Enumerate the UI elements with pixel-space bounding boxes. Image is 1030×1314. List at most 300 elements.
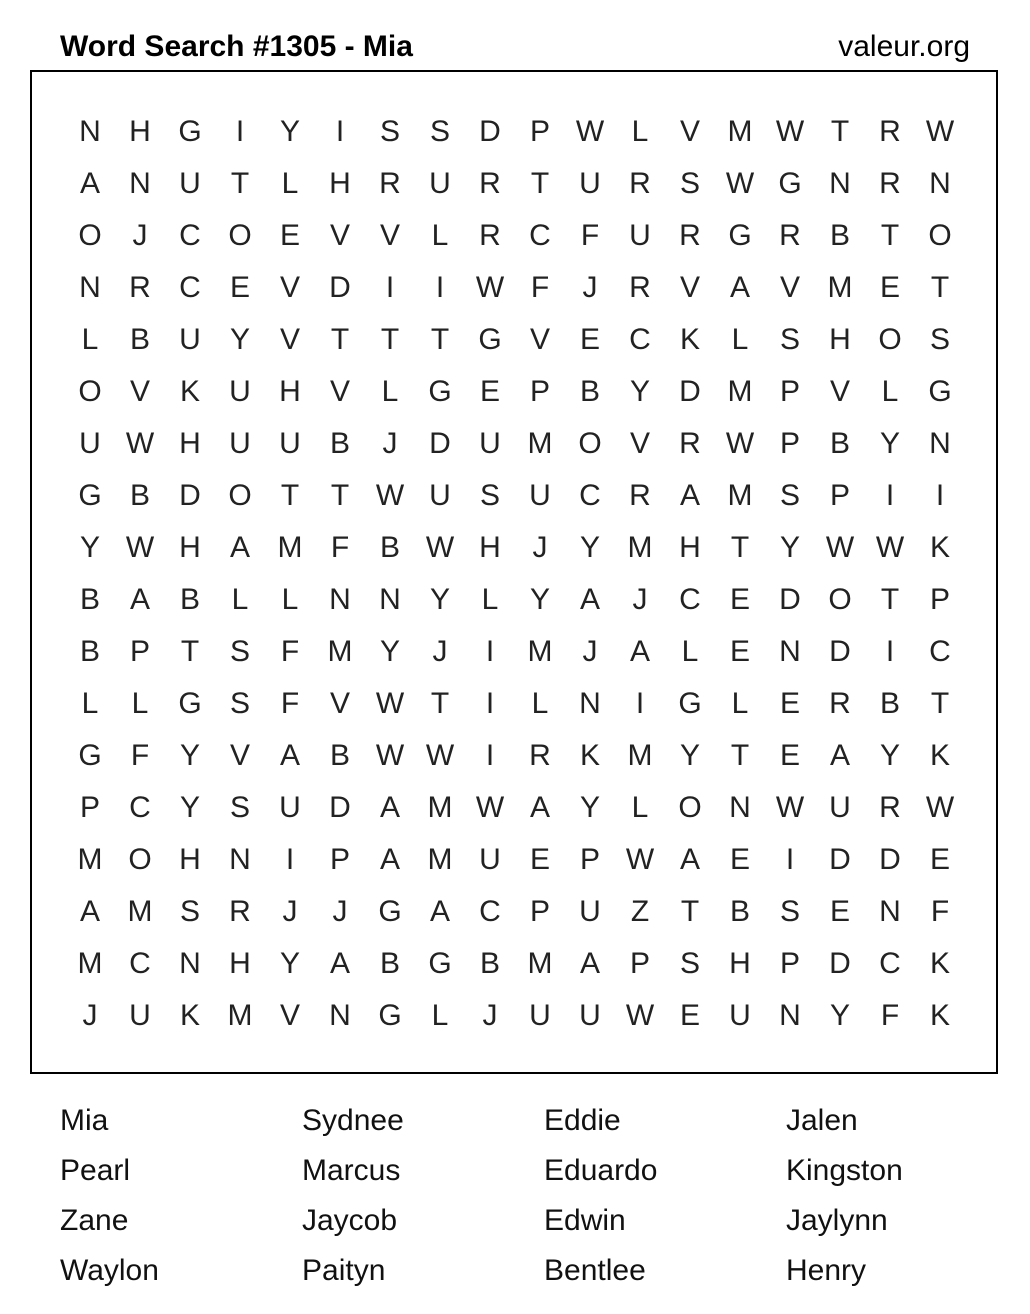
grid-cell[interactable]: G <box>728 219 752 252</box>
grid-cell[interactable]: C <box>879 947 901 980</box>
grid-cell[interactable]: K <box>679 323 700 356</box>
grid-cell[interactable]: A <box>529 791 550 824</box>
grid-cell[interactable]: H <box>279 375 301 408</box>
grid-cell[interactable]: U <box>579 999 601 1032</box>
grid-cell[interactable]: E <box>929 843 950 876</box>
grid-cell[interactable]: H <box>179 843 201 876</box>
grid-cell[interactable]: R <box>679 219 701 252</box>
grid-cell[interactable]: T <box>880 583 900 616</box>
grid-cell[interactable]: A <box>79 895 100 928</box>
grid-cell[interactable]: E <box>879 271 900 304</box>
grid-cell[interactable]: A <box>79 167 100 200</box>
grid-cell[interactable]: O <box>78 219 102 252</box>
grid-cell[interactable]: O <box>228 219 252 252</box>
grid-cell[interactable]: R <box>229 895 251 928</box>
grid-cell[interactable]: P <box>779 947 800 980</box>
grid-cell[interactable]: G <box>478 323 502 356</box>
grid-cell[interactable]: I <box>885 635 895 668</box>
grid-cell[interactable]: Y <box>879 739 900 772</box>
grid-cell[interactable]: A <box>329 947 350 980</box>
grid-cell[interactable]: F <box>580 219 600 252</box>
grid-cell[interactable]: O <box>128 843 152 876</box>
grid-cell[interactable]: N <box>79 115 101 148</box>
grid-cell[interactable]: M <box>627 739 653 772</box>
grid-cell[interactable]: F <box>130 739 150 772</box>
grid-cell[interactable]: W <box>125 531 155 564</box>
grid-cell[interactable]: M <box>527 947 553 980</box>
grid-cell[interactable]: H <box>179 427 201 460</box>
grid-cell[interactable]: M <box>427 843 453 876</box>
grid-cell[interactable]: P <box>329 843 350 876</box>
grid-cell[interactable]: A <box>579 583 600 616</box>
grid-cell[interactable]: R <box>479 219 501 252</box>
grid-cell[interactable]: G <box>178 687 202 720</box>
grid-cell[interactable]: W <box>825 531 855 564</box>
grid-cell[interactable]: I <box>785 843 795 876</box>
grid-cell[interactable]: D <box>679 375 701 408</box>
grid-cell[interactable]: B <box>879 687 900 720</box>
grid-cell[interactable]: S <box>379 115 400 148</box>
grid-cell[interactable]: H <box>729 947 751 980</box>
grid-cell[interactable]: C <box>529 219 551 252</box>
grid-cell[interactable]: E <box>579 323 600 356</box>
grid-cell[interactable]: Y <box>179 739 200 772</box>
grid-cell[interactable]: M <box>427 791 453 824</box>
grid-cell[interactable]: U <box>429 167 451 200</box>
grid-cell[interactable]: N <box>179 947 201 980</box>
grid-cell[interactable]: R <box>629 271 651 304</box>
grid-cell[interactable]: B <box>79 635 100 668</box>
grid-cell[interactable]: N <box>929 167 951 200</box>
grid-cell[interactable]: F <box>280 687 300 720</box>
grid-cell[interactable]: B <box>479 947 500 980</box>
grid-cell[interactable]: L <box>681 635 699 668</box>
grid-cell[interactable]: F <box>930 895 950 928</box>
grid-cell[interactable]: M <box>727 375 753 408</box>
grid-cell[interactable]: M <box>727 115 753 148</box>
grid-cell[interactable]: U <box>279 427 301 460</box>
grid-cell[interactable]: E <box>729 843 750 876</box>
grid-cell[interactable]: Y <box>829 999 850 1032</box>
grid-cell[interactable]: G <box>928 375 952 408</box>
grid-cell[interactable]: T <box>180 635 200 668</box>
grid-cell[interactable]: B <box>829 427 850 460</box>
grid-cell[interactable]: N <box>729 791 751 824</box>
grid-cell[interactable]: C <box>579 479 601 512</box>
grid-cell[interactable]: K <box>929 999 950 1032</box>
grid-cell[interactable]: U <box>79 427 101 460</box>
grid-cell[interactable]: G <box>428 375 452 408</box>
grid-cell[interactable]: W <box>625 999 655 1032</box>
grid-cell[interactable]: P <box>829 479 850 512</box>
grid-cell[interactable]: U <box>479 843 501 876</box>
grid-cell[interactable]: J <box>482 999 498 1032</box>
grid-cell[interactable]: E <box>729 635 750 668</box>
grid-cell[interactable]: G <box>378 895 402 928</box>
grid-cell[interactable]: N <box>579 687 601 720</box>
grid-cell[interactable]: P <box>779 427 800 460</box>
grid-cell[interactable]: U <box>579 895 601 928</box>
grid-cell[interactable]: R <box>879 791 901 824</box>
grid-cell[interactable]: L <box>481 583 499 616</box>
grid-cell[interactable]: B <box>729 895 750 928</box>
grid-cell[interactable]: U <box>429 479 451 512</box>
grid-cell[interactable]: Y <box>379 635 400 668</box>
grid-cell[interactable]: I <box>485 739 495 772</box>
grid-cell[interactable]: B <box>329 427 350 460</box>
grid-cell[interactable]: L <box>381 375 399 408</box>
grid-cell[interactable]: N <box>779 635 801 668</box>
grid-cell[interactable]: V <box>829 375 850 408</box>
grid-cell[interactable]: J <box>432 635 448 668</box>
grid-cell[interactable]: K <box>579 739 600 772</box>
grid-cell[interactable]: D <box>829 947 851 980</box>
grid-cell[interactable]: W <box>575 115 605 148</box>
grid-cell[interactable]: C <box>179 219 201 252</box>
grid-cell[interactable]: J <box>532 531 548 564</box>
grid-cell[interactable]: P <box>529 895 550 928</box>
grid-cell[interactable]: O <box>228 479 252 512</box>
grid-cell[interactable]: C <box>629 323 651 356</box>
grid-cell[interactable]: N <box>379 583 401 616</box>
grid-cell[interactable]: L <box>281 167 299 200</box>
grid-cell[interactable]: P <box>79 791 100 824</box>
grid-cell[interactable]: F <box>280 635 300 668</box>
grid-cell[interactable]: R <box>529 739 551 772</box>
grid-cell[interactable]: B <box>329 739 350 772</box>
grid-cell[interactable]: V <box>129 375 150 408</box>
grid-cell[interactable]: T <box>330 479 350 512</box>
grid-cell[interactable]: T <box>680 895 700 928</box>
grid-cell[interactable]: E <box>829 895 850 928</box>
grid-cell[interactable]: J <box>132 219 148 252</box>
grid-cell[interactable]: R <box>379 167 401 200</box>
grid-cell[interactable]: W <box>475 791 505 824</box>
grid-cell[interactable]: D <box>429 427 451 460</box>
grid-cell[interactable]: N <box>229 843 251 876</box>
grid-cell[interactable]: V <box>679 115 700 148</box>
grid-cell[interactable]: J <box>332 895 348 928</box>
grid-cell[interactable]: I <box>435 271 445 304</box>
grid-cell[interactable]: M <box>827 271 853 304</box>
grid-cell[interactable]: L <box>631 791 649 824</box>
grid-cell[interactable]: K <box>929 531 950 564</box>
grid-cell[interactable]: S <box>779 895 800 928</box>
grid-cell[interactable]: T <box>830 115 850 148</box>
grid-cell[interactable]: B <box>129 479 150 512</box>
grid-cell[interactable]: H <box>479 531 501 564</box>
grid-cell[interactable]: T <box>280 479 300 512</box>
grid-cell[interactable]: U <box>829 791 851 824</box>
grid-cell[interactable]: E <box>279 219 300 252</box>
grid-cell[interactable]: A <box>379 843 400 876</box>
grid-cell[interactable]: A <box>729 271 750 304</box>
grid-cell[interactable]: L <box>731 687 749 720</box>
grid-cell[interactable]: J <box>382 427 398 460</box>
grid-cell[interactable]: V <box>679 271 700 304</box>
grid-cell[interactable]: N <box>329 999 351 1032</box>
grid-cell[interactable]: B <box>579 375 600 408</box>
grid-cell[interactable]: E <box>729 583 750 616</box>
grid-cell[interactable]: C <box>179 271 201 304</box>
grid-cell[interactable]: V <box>379 219 400 252</box>
grid-cell[interactable]: H <box>679 531 701 564</box>
grid-cell[interactable]: I <box>485 635 495 668</box>
grid-cell[interactable]: W <box>875 531 905 564</box>
grid-cell[interactable]: D <box>879 843 901 876</box>
grid-cell[interactable]: R <box>129 271 151 304</box>
grid-cell[interactable]: H <box>329 167 351 200</box>
grid-cell[interactable]: R <box>629 167 651 200</box>
grid-cell[interactable]: L <box>131 687 149 720</box>
grid-cell[interactable]: L <box>81 323 99 356</box>
grid-cell[interactable]: C <box>129 947 151 980</box>
grid-cell[interactable]: U <box>479 427 501 460</box>
grid-cell[interactable]: G <box>78 479 102 512</box>
grid-cell[interactable]: T <box>730 739 750 772</box>
grid-cell[interactable]: E <box>679 999 700 1032</box>
grid-cell[interactable]: R <box>679 427 701 460</box>
grid-cell[interactable]: H <box>229 947 251 980</box>
grid-cell[interactable]: L <box>431 219 449 252</box>
grid-cell[interactable]: T <box>330 323 350 356</box>
grid-cell[interactable]: E <box>779 687 800 720</box>
grid-cell[interactable]: D <box>329 271 351 304</box>
grid-cell[interactable]: W <box>425 531 455 564</box>
grid-cell[interactable]: M <box>127 895 153 928</box>
grid-cell[interactable]: W <box>375 739 405 772</box>
grid-cell[interactable]: A <box>379 791 400 824</box>
grid-cell[interactable]: W <box>775 791 805 824</box>
grid-cell[interactable]: H <box>179 531 201 564</box>
grid-cell[interactable]: W <box>425 739 455 772</box>
grid-cell[interactable]: M <box>627 531 653 564</box>
grid-cell[interactable]: F <box>530 271 550 304</box>
grid-cell[interactable]: C <box>129 791 151 824</box>
grid-cell[interactable]: N <box>829 167 851 200</box>
grid-cell[interactable]: A <box>429 895 450 928</box>
grid-cell[interactable]: B <box>179 583 200 616</box>
grid-cell[interactable]: I <box>385 271 395 304</box>
grid-cell[interactable]: P <box>579 843 600 876</box>
grid-cell[interactable]: L <box>631 115 649 148</box>
grid-cell[interactable]: U <box>229 375 251 408</box>
grid-cell[interactable]: N <box>129 167 151 200</box>
grid-cell[interactable]: U <box>529 999 551 1032</box>
grid-cell[interactable]: A <box>679 479 700 512</box>
grid-cell[interactable]: P <box>529 115 550 148</box>
grid-cell[interactable]: W <box>375 687 405 720</box>
grid-cell[interactable]: S <box>679 947 700 980</box>
grid-cell[interactable]: I <box>485 687 495 720</box>
grid-cell[interactable]: Y <box>879 427 900 460</box>
grid-cell[interactable]: S <box>479 479 500 512</box>
grid-cell[interactable]: U <box>229 427 251 460</box>
grid-cell[interactable]: D <box>829 843 851 876</box>
grid-cell[interactable]: W <box>475 271 505 304</box>
grid-cell[interactable]: Y <box>779 531 800 564</box>
grid-cell[interactable]: H <box>129 115 151 148</box>
grid-cell[interactable]: L <box>281 583 299 616</box>
grid-cell[interactable]: E <box>479 375 500 408</box>
grid-cell[interactable]: M <box>77 843 103 876</box>
grid-cell[interactable]: R <box>779 219 801 252</box>
grid-cell[interactable]: G <box>678 687 702 720</box>
grid-cell[interactable]: Y <box>579 531 600 564</box>
grid-cell[interactable]: K <box>179 999 200 1032</box>
grid-cell[interactable]: I <box>235 115 245 148</box>
grid-cell[interactable]: R <box>629 479 651 512</box>
grid-cell[interactable]: F <box>880 999 900 1032</box>
grid-cell[interactable]: Y <box>679 739 700 772</box>
grid-cell[interactable]: I <box>335 115 345 148</box>
grid-cell[interactable]: L <box>881 375 899 408</box>
grid-cell[interactable]: G <box>778 167 802 200</box>
grid-cell[interactable]: J <box>282 895 298 928</box>
grid-cell[interactable]: Y <box>629 375 650 408</box>
grid-cell[interactable]: Y <box>579 791 600 824</box>
grid-cell[interactable]: W <box>925 115 955 148</box>
grid-cell[interactable]: W <box>925 791 955 824</box>
grid-cell[interactable]: B <box>379 531 400 564</box>
grid-cell[interactable]: Y <box>179 791 200 824</box>
grid-cell[interactable]: Y <box>79 531 100 564</box>
grid-cell[interactable]: O <box>678 791 702 824</box>
grid-cell[interactable]: T <box>930 687 950 720</box>
grid-cell[interactable]: I <box>635 687 645 720</box>
grid-cell[interactable]: T <box>730 531 750 564</box>
grid-cell[interactable]: V <box>529 323 550 356</box>
grid-cell[interactable]: V <box>629 427 650 460</box>
grid-cell[interactable]: C <box>479 895 501 928</box>
grid-cell[interactable]: K <box>929 947 950 980</box>
grid-cell[interactable]: S <box>779 479 800 512</box>
grid-cell[interactable]: Y <box>529 583 550 616</box>
grid-cell[interactable]: R <box>829 687 851 720</box>
grid-cell[interactable]: M <box>77 947 103 980</box>
grid-cell[interactable]: V <box>279 323 300 356</box>
grid-cell[interactable]: K <box>179 375 200 408</box>
grid-cell[interactable]: L <box>531 687 549 720</box>
grid-cell[interactable]: A <box>679 843 700 876</box>
grid-cell[interactable]: T <box>230 167 250 200</box>
grid-cell[interactable]: N <box>79 271 101 304</box>
grid-cell[interactable]: A <box>129 583 150 616</box>
grid-cell[interactable]: B <box>129 323 150 356</box>
grid-cell[interactable]: V <box>229 739 250 772</box>
grid-cell[interactable]: O <box>78 375 102 408</box>
grid-cell[interactable]: T <box>930 271 950 304</box>
grid-cell[interactable]: I <box>285 843 295 876</box>
grid-cell[interactable]: W <box>625 843 655 876</box>
grid-cell[interactable]: E <box>779 739 800 772</box>
grid-cell[interactable]: Z <box>630 895 650 928</box>
grid-cell[interactable]: O <box>928 219 952 252</box>
grid-cell[interactable]: V <box>779 271 800 304</box>
grid-cell[interactable]: P <box>529 375 550 408</box>
grid-cell[interactable]: M <box>527 635 553 668</box>
grid-cell[interactable]: G <box>178 115 202 148</box>
grid-cell[interactable]: N <box>329 583 351 616</box>
grid-cell[interactable]: W <box>775 115 805 148</box>
grid-cell[interactable]: V <box>329 375 350 408</box>
grid-cell[interactable]: M <box>227 999 253 1032</box>
grid-cell[interactable]: D <box>479 115 501 148</box>
grid-cell[interactable]: S <box>229 791 250 824</box>
grid-cell[interactable]: U <box>179 323 201 356</box>
grid-cell[interactable]: L <box>431 999 449 1032</box>
grid-cell[interactable]: S <box>229 635 250 668</box>
grid-cell[interactable]: S <box>779 323 800 356</box>
grid-cell[interactable]: A <box>279 739 300 772</box>
grid-cell[interactable]: Y <box>429 583 450 616</box>
grid-cell[interactable]: W <box>375 479 405 512</box>
grid-cell[interactable]: M <box>527 427 553 460</box>
grid-cell[interactable]: N <box>879 895 901 928</box>
grid-cell[interactable]: A <box>629 635 650 668</box>
grid-cell[interactable]: U <box>579 167 601 200</box>
grid-cell[interactable]: P <box>929 583 950 616</box>
grid-cell[interactable]: U <box>179 167 201 200</box>
grid-cell[interactable]: A <box>579 947 600 980</box>
grid-cell[interactable]: Y <box>279 947 300 980</box>
grid-cell[interactable]: V <box>329 219 350 252</box>
grid-cell[interactable]: S <box>229 687 250 720</box>
grid-cell[interactable]: L <box>231 583 249 616</box>
grid-cell[interactable]: A <box>229 531 250 564</box>
grid-cell[interactable]: U <box>729 999 751 1032</box>
grid-cell[interactable]: G <box>428 947 452 980</box>
grid-cell[interactable]: W <box>125 427 155 460</box>
grid-cell[interactable]: R <box>879 167 901 200</box>
grid-cell[interactable]: J <box>632 583 648 616</box>
grid-cell[interactable]: V <box>279 271 300 304</box>
grid-cell[interactable]: D <box>329 791 351 824</box>
grid-cell[interactable]: U <box>279 791 301 824</box>
grid-cell[interactable]: T <box>880 219 900 252</box>
grid-cell[interactable]: T <box>380 323 400 356</box>
grid-cell[interactable]: D <box>779 583 801 616</box>
grid-cell[interactable]: E <box>229 271 250 304</box>
grid-cell[interactable]: U <box>529 479 551 512</box>
grid-cell[interactable]: D <box>829 635 851 668</box>
grid-cell[interactable]: O <box>878 323 902 356</box>
grid-cell[interactable]: A <box>829 739 850 772</box>
grid-cell[interactable]: T <box>430 323 450 356</box>
grid-cell[interactable]: N <box>929 427 951 460</box>
grid-cell[interactable]: C <box>679 583 701 616</box>
grid-cell[interactable]: J <box>582 635 598 668</box>
grid-cell[interactable]: F <box>330 531 350 564</box>
grid-cell[interactable]: Y <box>229 323 250 356</box>
grid-cell[interactable]: Y <box>279 115 300 148</box>
grid-cell[interactable]: J <box>82 999 98 1032</box>
grid-cell[interactable]: W <box>725 427 755 460</box>
grid-cell[interactable]: P <box>629 947 650 980</box>
grid-cell[interactable]: T <box>430 687 450 720</box>
grid-cell[interactable]: S <box>929 323 950 356</box>
grid-cell[interactable]: B <box>379 947 400 980</box>
grid-cell[interactable]: U <box>129 999 151 1032</box>
grid-cell[interactable]: I <box>885 479 895 512</box>
grid-cell[interactable]: M <box>727 479 753 512</box>
grid-cell[interactable]: S <box>429 115 450 148</box>
grid-cell[interactable]: I <box>935 479 945 512</box>
grid-cell[interactable]: J <box>582 271 598 304</box>
grid-cell[interactable]: V <box>329 687 350 720</box>
grid-cell[interactable]: P <box>779 375 800 408</box>
grid-cell[interactable]: L <box>81 687 99 720</box>
